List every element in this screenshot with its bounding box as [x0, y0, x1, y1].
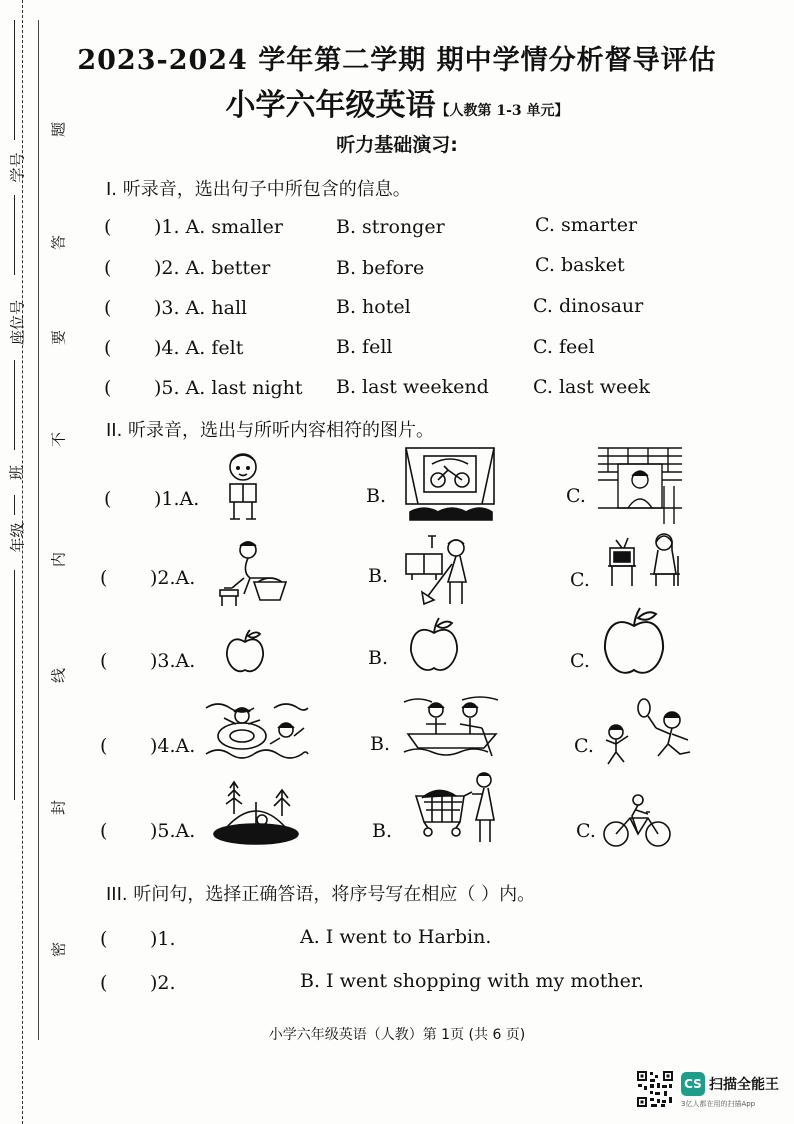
seal-char-ti: 题	[49, 122, 68, 138]
s2-q3-b: B.	[368, 647, 389, 669]
camping-tent-picture	[212, 776, 300, 848]
s1-q4-b: B. fell	[336, 336, 393, 358]
s3-q1	[100, 928, 176, 950]
student-id-label: 学号	[8, 152, 27, 183]
s1-q5-b: B. last weekend	[336, 376, 489, 398]
s3-q2	[100, 972, 176, 994]
answer-paren[interactable]: (	[100, 972, 108, 994]
scanner-tagline: 3亿人都在用的扫描App	[681, 1100, 756, 1108]
answer-paren[interactable]: (	[104, 337, 112, 359]
s1-q4	[104, 337, 243, 359]
s3-answer-a: A. I went to Harbin.	[300, 926, 492, 948]
option-a-label: )2.A.	[150, 567, 196, 589]
section2-heading: II. 听录音，选出与所听内容相符的图片。	[106, 420, 435, 441]
listening-subtitle: 听力基础演习:	[336, 134, 458, 156]
playing-badminton-picture	[600, 696, 698, 766]
page-footer: 小学六年级英语（人教）第 1页 (共 6 页)	[268, 1027, 526, 1043]
answer-paren[interactable]: (	[104, 297, 112, 319]
answer-paren[interactable]: (	[100, 567, 108, 589]
s1-q5	[104, 377, 303, 399]
exam-subject	[0, 80, 794, 124]
small-apple-picture	[224, 628, 266, 676]
girl-washing-clothes-picture	[218, 538, 288, 608]
question-number: )2.	[150, 972, 176, 994]
answer-paren[interactable]: (	[104, 216, 112, 238]
seal-char-nei: 内	[49, 552, 68, 568]
seal-char-xian: 线	[49, 668, 68, 684]
section3-heading: III. 听问句，选择正确答语，将序号写在相应（ ）内。	[106, 884, 536, 905]
s2-q5-b: B.	[372, 820, 393, 842]
seal-char-yao: 要	[49, 330, 68, 346]
s1-q2	[104, 257, 270, 279]
boy-reading-picture	[218, 447, 268, 523]
riding-bike-picture	[602, 794, 672, 850]
s3-answer-b: B. I went shopping with my mother.	[300, 970, 644, 992]
option-a-label: )1.A.	[154, 488, 200, 510]
section1-heading: I. 听录音，选出句子中所包含的信息。	[106, 179, 411, 200]
s2-q2-b: B.	[368, 565, 389, 587]
option-a-label: )5.A.	[150, 820, 196, 842]
scanner-app-name: 扫描全能王	[709, 1077, 779, 1093]
s2-q5-c: C.	[576, 820, 596, 842]
option-a: )1. A. smaller	[154, 216, 283, 238]
s2-q2	[100, 567, 195, 589]
s1-q1-c: C. smarter	[535, 214, 638, 236]
question-number: )1.	[150, 928, 176, 950]
s2-q5	[100, 820, 195, 842]
s2-q2-c: C.	[570, 569, 590, 591]
answer-paren[interactable]: (	[100, 820, 108, 842]
s2-q4-c: C.	[574, 735, 594, 757]
s1-q5-c: C. last week	[533, 376, 651, 398]
camscanner-logo-icon: CS	[681, 1072, 705, 1096]
s2-q4-b: B.	[370, 733, 391, 755]
s1-q2-b: B. before	[336, 257, 425, 279]
edition-note: 【人教第 1-3 单元】	[435, 103, 569, 119]
s1-q4-c: C. feel	[533, 336, 595, 358]
seat-underline	[14, 195, 15, 275]
s1-q3-c: C. dinosaur	[533, 295, 644, 317]
qr-code-icon	[636, 1070, 674, 1108]
answer-paren[interactable]: (	[104, 257, 112, 279]
s1-q1-b: B. stronger	[336, 216, 445, 238]
s2-q1-b: B.	[366, 485, 387, 507]
option-a: )2. A. better	[154, 257, 271, 279]
window-girl-picture	[598, 446, 682, 524]
s1-q3-b: B. hotel	[336, 296, 411, 318]
s2-q1-c: C.	[566, 485, 586, 507]
swimming-picture	[204, 698, 310, 762]
girl-sweeping-picture	[404, 532, 480, 608]
s2-q3-c: C.	[570, 650, 590, 672]
answer-paren[interactable]: (	[100, 928, 108, 950]
seal-char-bu: 不	[49, 432, 68, 448]
answer-paren[interactable]: (	[100, 650, 108, 672]
answer-paren[interactable]: (	[100, 735, 108, 757]
seal-char-da: 答	[49, 235, 68, 251]
seat-number-label: 座位号	[8, 300, 27, 346]
option-a-label: )4.A.	[150, 735, 196, 757]
girl-watching-tv-picture	[606, 530, 686, 588]
answer-paren[interactable]: (	[104, 488, 112, 510]
answer-paren[interactable]: (	[104, 377, 112, 399]
class-underline	[14, 360, 15, 450]
option-a: )5. A. last night	[154, 377, 303, 399]
shopping-cart-picture	[412, 770, 504, 846]
s1-q1	[104, 216, 283, 238]
s1-q2-c: C. basket	[535, 254, 625, 276]
grade-underline	[14, 570, 15, 800]
s2-q3	[100, 650, 195, 672]
cinema-bike-picture	[404, 446, 496, 522]
medium-apple-picture	[408, 616, 460, 676]
exam-title: 2023-2024 学年第二学期 期中学情分析督导评估	[77, 45, 717, 76]
rowing-boat-picture	[402, 694, 500, 758]
s2-q1	[104, 488, 199, 510]
binding-dashed-line-inner	[38, 20, 39, 1040]
s1-q3	[104, 297, 247, 319]
option-a-label: )3.A.	[150, 650, 196, 672]
seal-char-mi: 密	[49, 942, 68, 958]
grade-label: 年级	[8, 522, 27, 553]
grade-underline-top	[14, 495, 15, 515]
option-a: )3. A. hall	[154, 297, 248, 319]
big-apple-picture	[602, 606, 666, 680]
seal-char-feng: 封	[49, 800, 68, 816]
s2-q4	[100, 735, 195, 757]
class-label: 班	[7, 465, 26, 481]
option-a: )4. A. felt	[154, 337, 244, 359]
subject-name: 小学六年级英语	[225, 88, 436, 123]
